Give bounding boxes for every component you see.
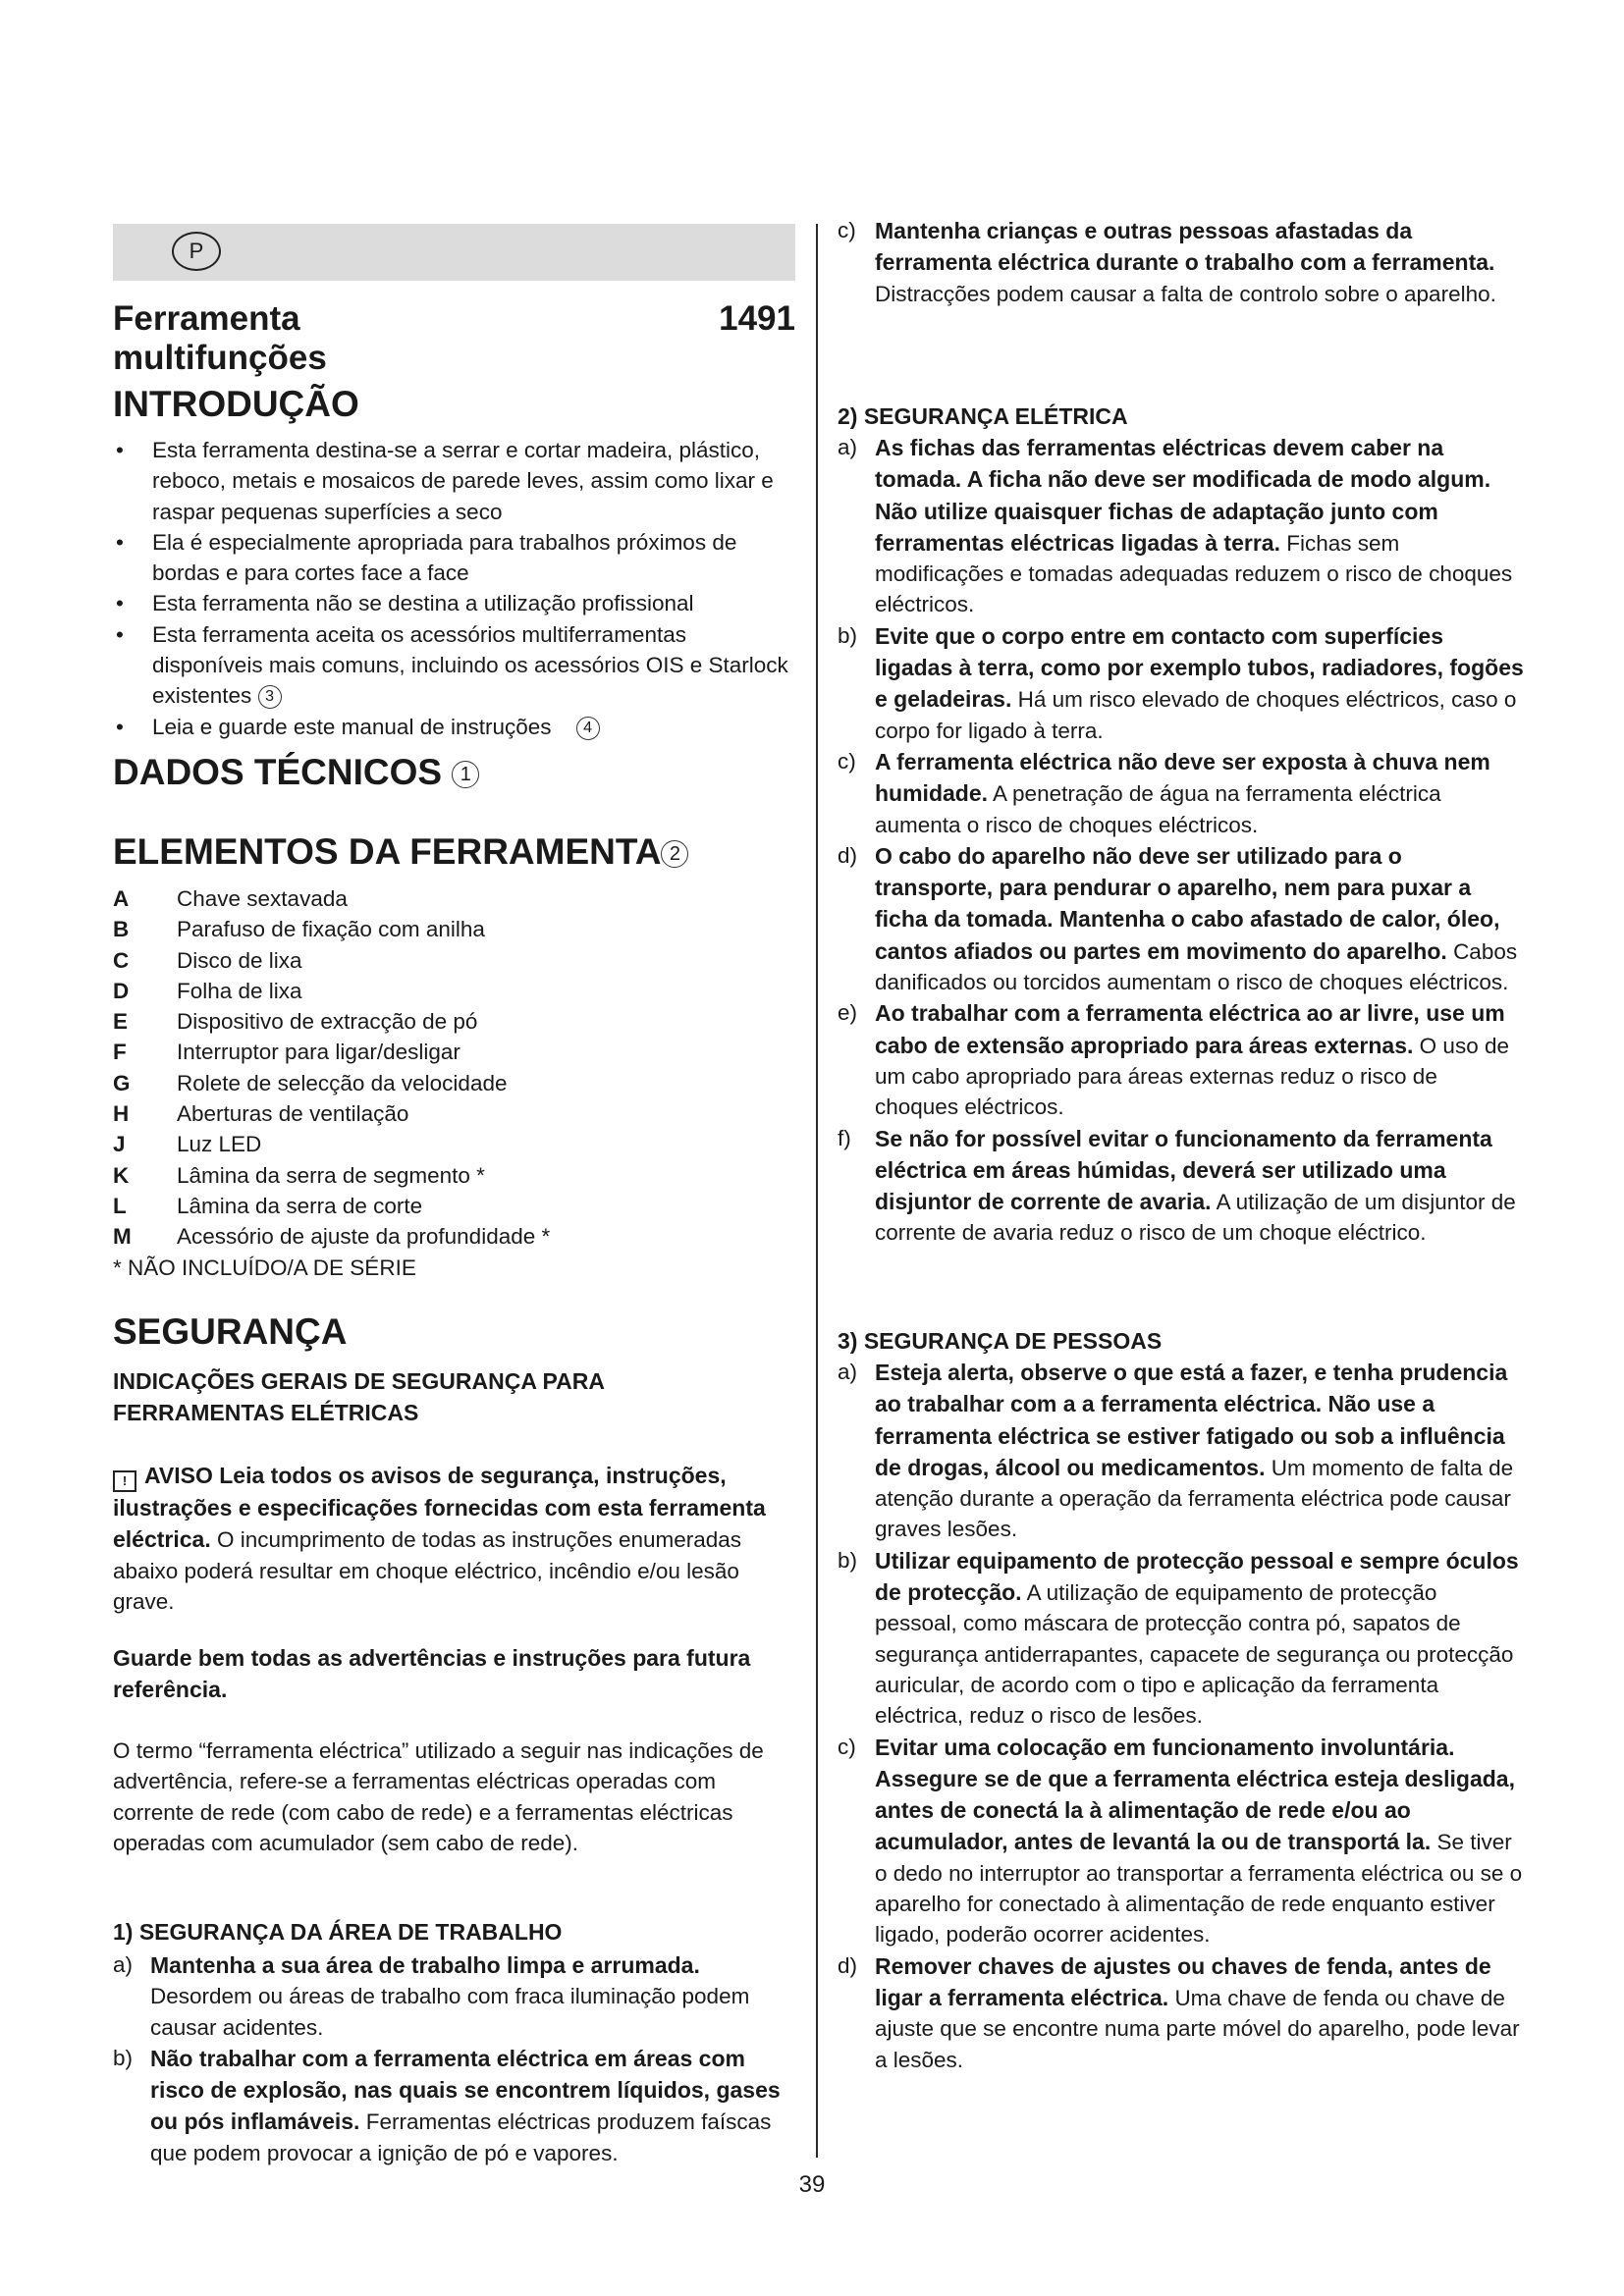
list-item: E Dispositivo de extracção de pó [113, 1009, 478, 1035]
elements-footnote: * NÃO INCLUÍDO/A DE SÉRIE [113, 1255, 416, 1280]
list-item: a) As fichas das ferramentas eléctricas devem caber na tomada. A ficha não deve ser modificada de modo algum. Não utilize quaisquer fichas de adaptação junto com ferramentas eléctricas ligadas à terra. Fichas sem modificações e tomadas adequadas reduzem o risco de choques eléctricos. [838, 435, 1513, 617]
intro-bullet: • Esta ferramenta destina-se a serrar e cortar madeira, plástico, reboco, metais e mosaicos de parede leves, assim como lixar e raspar pequenas superfícies a seco [113, 435, 800, 527]
list-item: c) A ferramenta eléctrica não deve ser exposta à chuva nem humidade. A penetração de água na ferramenta eléctrica aumenta o risco de choques eléctricos. [838, 748, 1490, 837]
list-item: M Acessório de ajuste da profundidade * [113, 1224, 551, 1250]
model-number: 1491 [719, 299, 795, 338]
warning-bold: AVISO Leia todos os avisos de segurança, instruções, ilustrações e especificações fornecidas com esta ferramenta eléctrica. [113, 1463, 766, 1553]
elements-list [113, 883, 800, 1283]
keep-instructions: Guarde bem todas as advertências e instruções para futura referência. [113, 1645, 751, 1702]
list-item: d) O cabo do aparelho não deve ser utilizado para o transporte, para pendurar o aparelho, nem para puxar a ficha da tomada. Mantenha o cabo afastado de calor, óleo, cantos afiados ou partes em movimento do aparelho. Cabos danificados ou torcidos aumentam o risco de choques eléctricos. [838, 842, 1518, 995]
safety-heading: SEGURANÇA [113, 1311, 348, 1352]
list-item: a) Esteja alerta, observe o que está a fazer, e tenha prudencia ao trabalhar com a a ferramenta eléctrica. Não use a ferramenta eléctrica se estiver fatigado ou sob a influência de drogas, álcool ou medicamentos. Um momento de falta de atenção durante a operação da ferramenta eléctrica pode causar graves lesões. [838, 1360, 1514, 1542]
tech-data-heading [113, 751, 820, 794]
list-item: K Lâmina da serra de segmento * [113, 1162, 485, 1188]
figure-ref-2: 2 [661, 840, 688, 868]
list-item: b) Não trabalhar com a ferramenta eléctrica em áreas com risco de explosão, nas quais se encontrem líquidos, gases ou pós inflamáveis. Ferramentas eléctricas produzem faíscas que podem provocar a ignição de pó e vapores. [113, 2045, 781, 2165]
sec3-heading: 3) SEGURANÇA DE PESSOAS [838, 1328, 1163, 1354]
intro-bullet-text: Esta ferramenta aceita os acessórios multiferramentas disponíveis mais comuns, incluindo os acessórios OIS e Starlock existentes [152, 621, 788, 709]
figure-ref-1: 1 [452, 761, 479, 788]
sec2-items [838, 432, 1525, 1249]
list-item: a) Mantenha a sua área de trabalho limpa e arrumada. Desordem ou áreas de trabalho com fraca iluminação podem causar acidentes. [113, 1952, 750, 2040]
list-item: b) Evite que o corpo entre em contacto com superfícies ligadas à terra, como por exemplo tubos, radiadores, fogões e geladeiras. Há um risco elevado de choques eléctricos, caso o corpo for ligado à terra. [838, 622, 1524, 743]
figure-ref-3: 3 [258, 685, 282, 709]
list-item: f) Se não for possível evitar o funcionamento da ferramenta eléctrica em áreas húmidas, deverá ser utilizado uma disjuntor de corrente de avaria. A utilização de um disjuntor de corrente de avaria reduz o risco de um choque eléctrico. [838, 1125, 1516, 1246]
list-item: A Chave sextavada [113, 886, 348, 911]
warning-icon: ! [113, 1470, 136, 1492]
product-name-line2: multifunções [113, 339, 327, 377]
intro-heading: INTRODUÇÃO [113, 384, 359, 424]
list-item: D Folha de lixa [113, 978, 302, 1003]
list-item: H Aberturas de ventilação [113, 1101, 409, 1127]
sec1-items [113, 1949, 800, 2168]
sec1-heading: 1) SEGURANÇA DA ÁREA DE TRABALHO [113, 1919, 563, 1945]
intro-bullet-text: Leia e guarde este manual de instruções [152, 714, 552, 739]
list-item: c) Mantenha crianças e outras pessoas afastadas da ferramenta eléctrica durante o trabalho com a ferramenta. Distracções podem causar a falta de controlo sobre o aparelho. [838, 218, 1496, 306]
product-name-line1: Ferramenta [113, 299, 300, 338]
language-bar [113, 224, 795, 281]
intro-bullets [113, 435, 800, 742]
sec1-continued [838, 215, 1525, 309]
list-item: c) Evitar uma colocação em funcionamento involuntária. Assegure se de que a ferramenta eléctrica esteja desligada, antes de conectá la à alimentação de rede e/ou ao acumulador, antes de levantá la ou de transportá la. Se tiver o dedo no interruptor ao transportar a ferramenta eléctrica ou se o aparelho for conectado à alimentação de rede enquanto estiver ligado, poderão ocorrer acidentes. [838, 1734, 1523, 1948]
sec2-heading: 2) SEGURANÇA ELÉTRICA [838, 403, 1128, 429]
list-item: C Disco de lixa [113, 947, 302, 973]
warning-paragraph [113, 1460, 800, 1617]
intro-bullet [113, 619, 800, 712]
list-item: L Lâmina da serra de corte [113, 1193, 423, 1218]
elements-heading [113, 830, 820, 874]
product-title [113, 299, 795, 378]
list-item: B Parafuso de fixação com anilha [113, 917, 485, 942]
list-item: G Rolete de selecção da velocidade [113, 1070, 508, 1095]
column-divider [816, 224, 818, 2158]
list-item: F Interruptor para ligar/desligar [113, 1040, 460, 1065]
term-paragraph: O termo “ferramenta eléctrica” utilizado a seguir nas indicações de advertência, refere-se a ferramentas eléctricas operadas com corrente de rede (com cabo de rede) e a ferramentas eléctricas operadas com acumulador (sem cabo de rede). [113, 1738, 764, 1855]
language-badge: P [172, 232, 221, 271]
tech-data-title: DADOS TÉCNICOS [113, 752, 443, 792]
elements-title: ELEMENTOS DA FERRAMENTA [113, 831, 662, 872]
list-item: e) Ao trabalhar com a ferramenta eléctrica ao ar livre, use um cabo de extensão apropriado para áreas externas. O uso de um cabo apropriado para áreas externas reduz o risco de choques eléctricos. [838, 1000, 1509, 1120]
safety-subheading: INDICAÇÕES GERAIS DE SEGURANÇA PARA FERRAMENTAS ELÉTRICAS [113, 1368, 605, 1425]
intro-bullet: • Esta ferramenta não se destina a utilização profissional [113, 588, 800, 618]
sec3-items [838, 1357, 1525, 2075]
list-item: d) Remover chaves de ajustes ou chaves de fenda, antes de ligar a ferramenta eléctrica. Uma chave de fenda ou chave de ajuste que se encontre numa parte móvel do aparelho, pode levar a lesões. [838, 1952, 1520, 2072]
intro-bullet [113, 712, 800, 742]
warning-text: O incumprimento de todas as instruções enumeradas abaixo poderá resultar em choque eléctrico, incêndio e/ou lesão grave. [113, 1527, 742, 1614]
figure-ref-4: 4 [576, 717, 600, 740]
intro-bullet: • Ela é especialmente apropriada para trabalhos próximos de bordas e para cortes face a face [113, 527, 800, 589]
page-number: 39 [798, 2171, 826, 2198]
list-item: J Luz LED [113, 1132, 262, 1157]
list-item: b) Utilizar equipamento de protecção pessoal e sempre óculos de protecção. A utilização de equipamento de protecção pessoal, como máscara de protecção contra pó, sapatos de segurança antiderrapantes, capacete de segurança ou protecção auricular, de acordo com o tipo e aplicação da ferramenta eléctrica, reduz o risco de lesões. [838, 1547, 1519, 1729]
